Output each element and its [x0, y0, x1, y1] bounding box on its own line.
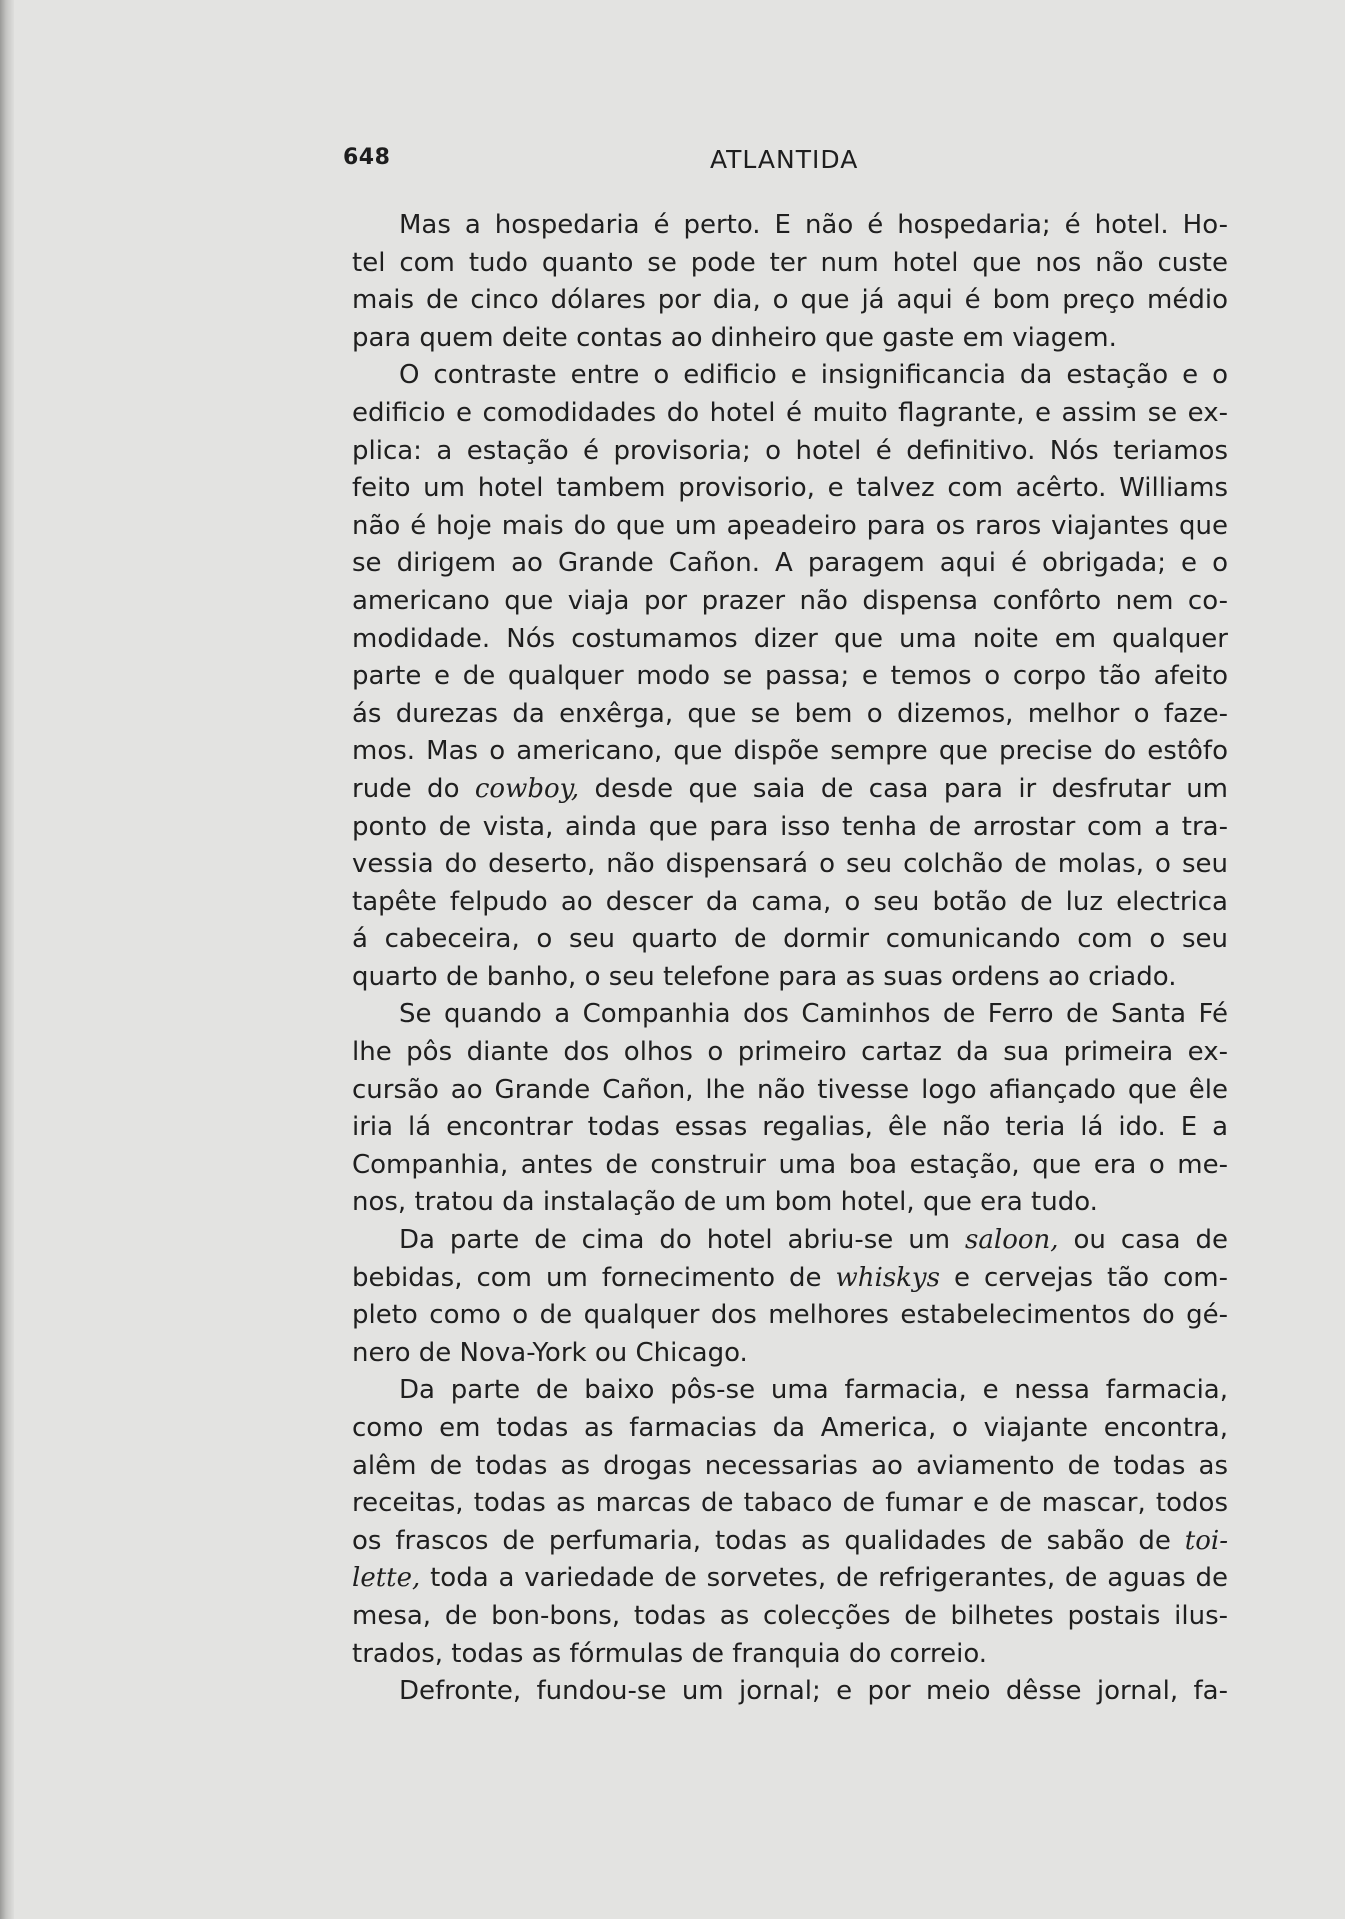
- italic-term: toi-: [1184, 1525, 1228, 1556]
- italic-term: whiskys: [835, 1262, 940, 1293]
- text-line: se dirigem ao Grande Cañon. A paragem aqui é obrigada; e o: [352, 548, 1228, 579]
- text-segment: Da parte de cima do hotel abriu-se um: [399, 1225, 966, 1256]
- text-line: edificio e comodidades do hotel é muito flagrante, e assim se ex-: [352, 397, 1228, 428]
- text-line: vessia do deserto, não dispensará o seu colchão de molas, o seu: [352, 849, 1228, 880]
- text-line: mos. Mas o americano, que dispõe sempre que precise do estôfo: [352, 736, 1228, 767]
- italic-term: cowboy,: [474, 773, 580, 804]
- text-segment: desde que saia de casa para ir desfrutar um: [579, 773, 1229, 804]
- text-line: trados, todas as fórmulas de franquia do correio.: [352, 1638, 988, 1669]
- text-segment: bebidas, com um fornecimento de: [352, 1262, 836, 1293]
- text-line: feito um hotel tambem provisorio, e talvez com acêrto. Williams: [352, 473, 1228, 504]
- text-line: Defronte, fundou-se um jornal; e por meio dêsse jornal, fa-: [399, 1676, 1228, 1707]
- text-line: nos, tratou da instalação de um bom hotel, que era tudo.: [352, 1187, 1098, 1218]
- text-line: [352, 1523, 1228, 1561]
- text-line: [352, 771, 1228, 809]
- running-title: ATLANTIDA: [710, 145, 859, 174]
- text-line: á cabeceira, o seu quarto de dormir comunicando com o seu: [352, 924, 1228, 955]
- text-line: tel com tudo quanto se pode ter num hotel que nos não custe: [352, 247, 1228, 278]
- text-line: [352, 1560, 1228, 1598]
- text-line: mais de cinco dólares por dia, o que já aqui é bom preço médio: [352, 285, 1228, 316]
- text-line: [352, 1260, 1228, 1298]
- text-line: cursão ao Grande Cañon, lhe não tivesse logo afiançado que êle: [352, 1074, 1228, 1105]
- text-segment: os frascos de perfumaria, todas as qualidades de sabão de: [352, 1525, 1185, 1556]
- text-line: [352, 1222, 1228, 1260]
- text-segment: rude do: [352, 773, 475, 804]
- text-segment: ou casa de: [1058, 1225, 1228, 1256]
- text-line: Mas a hospedaria é perto. E não é hospedaria; é hotel. Ho-: [399, 210, 1228, 240]
- text-line: O contraste entre o edificio e insignificancia da estação e o: [399, 360, 1228, 391]
- text-line: parte e de qualquer modo se passa; e temos o corpo tão afeito: [352, 661, 1228, 692]
- text-line: Da parte de baixo pôs-se uma farmacia, e nessa farmacia,: [399, 1375, 1228, 1406]
- text-line: ás durezas da enxêrga, que se bem o dizemos, melhor o faze-: [352, 698, 1228, 729]
- text-line: iria lá encontrar todas essas regalias, êle não teria lá ido. E a: [352, 1112, 1228, 1143]
- page-number: 648: [343, 145, 391, 170]
- text-line: mesa, de bon-bons, todas as colecções de bilhetes postais ilus-: [352, 1600, 1228, 1631]
- running-header: [343, 145, 1239, 179]
- text-line: receitas, todas as marcas de tabaco de fumar e de mascar, todos: [352, 1488, 1228, 1519]
- italic-term: lette,: [352, 1563, 421, 1594]
- text-line: plica: a estação é provisoria; o hotel é definitivo. Nós teriamos: [352, 435, 1228, 466]
- text-line: Companhia, antes de construir uma boa estação, que era o me-: [352, 1149, 1228, 1180]
- text-line: como em todas as farmacias da America, o viajante encontra,: [352, 1413, 1228, 1443]
- text-line: alêm de todas as drogas necessarias ao aviamento de todas as: [352, 1450, 1228, 1481]
- text-line: para quem deite contas ao dinheiro que gaste em viagem.: [352, 322, 1117, 353]
- text-segment: e cervejas tão com-: [939, 1262, 1228, 1293]
- text-line: Se quando a Companhia dos Caminhos de Ferro de Santa Fé: [399, 999, 1228, 1030]
- text-line: americano que viaja por prazer não dispensa confôrto nem co-: [352, 585, 1228, 616]
- text-line: não é hoje mais do que um apeadeiro para os raros viajantes que: [352, 510, 1228, 541]
- text-line: tapête felpudo ao descer da cama, o seu botão de luz electrica: [352, 886, 1228, 917]
- text-line: ponto de vista, ainda que para isso tenha de arrostar com a tra-: [352, 811, 1228, 842]
- text-line: lhe pôs diante dos olhos o primeiro cartaz da sua primeira ex-: [352, 1037, 1228, 1068]
- body-text: [352, 207, 1228, 1711]
- text-line: modidade. Nós costumamos dizer que uma noite em qualquer: [352, 623, 1228, 654]
- italic-term: saloon,: [965, 1225, 1059, 1256]
- text-line: nero de Nova-York ou Chicago.: [352, 1337, 748, 1368]
- text-segment: toda a variedade de sorvetes, de refrigerantes, de aguas de: [420, 1563, 1228, 1594]
- text-line: quarto de banho, o seu telefone para as suas ordens ao criado.: [352, 961, 1177, 992]
- text-line: pleto como o de qualquer dos melhores estabelecimentos do gé-: [352, 1300, 1228, 1331]
- page-edge-shadow: [0, 0, 14, 1919]
